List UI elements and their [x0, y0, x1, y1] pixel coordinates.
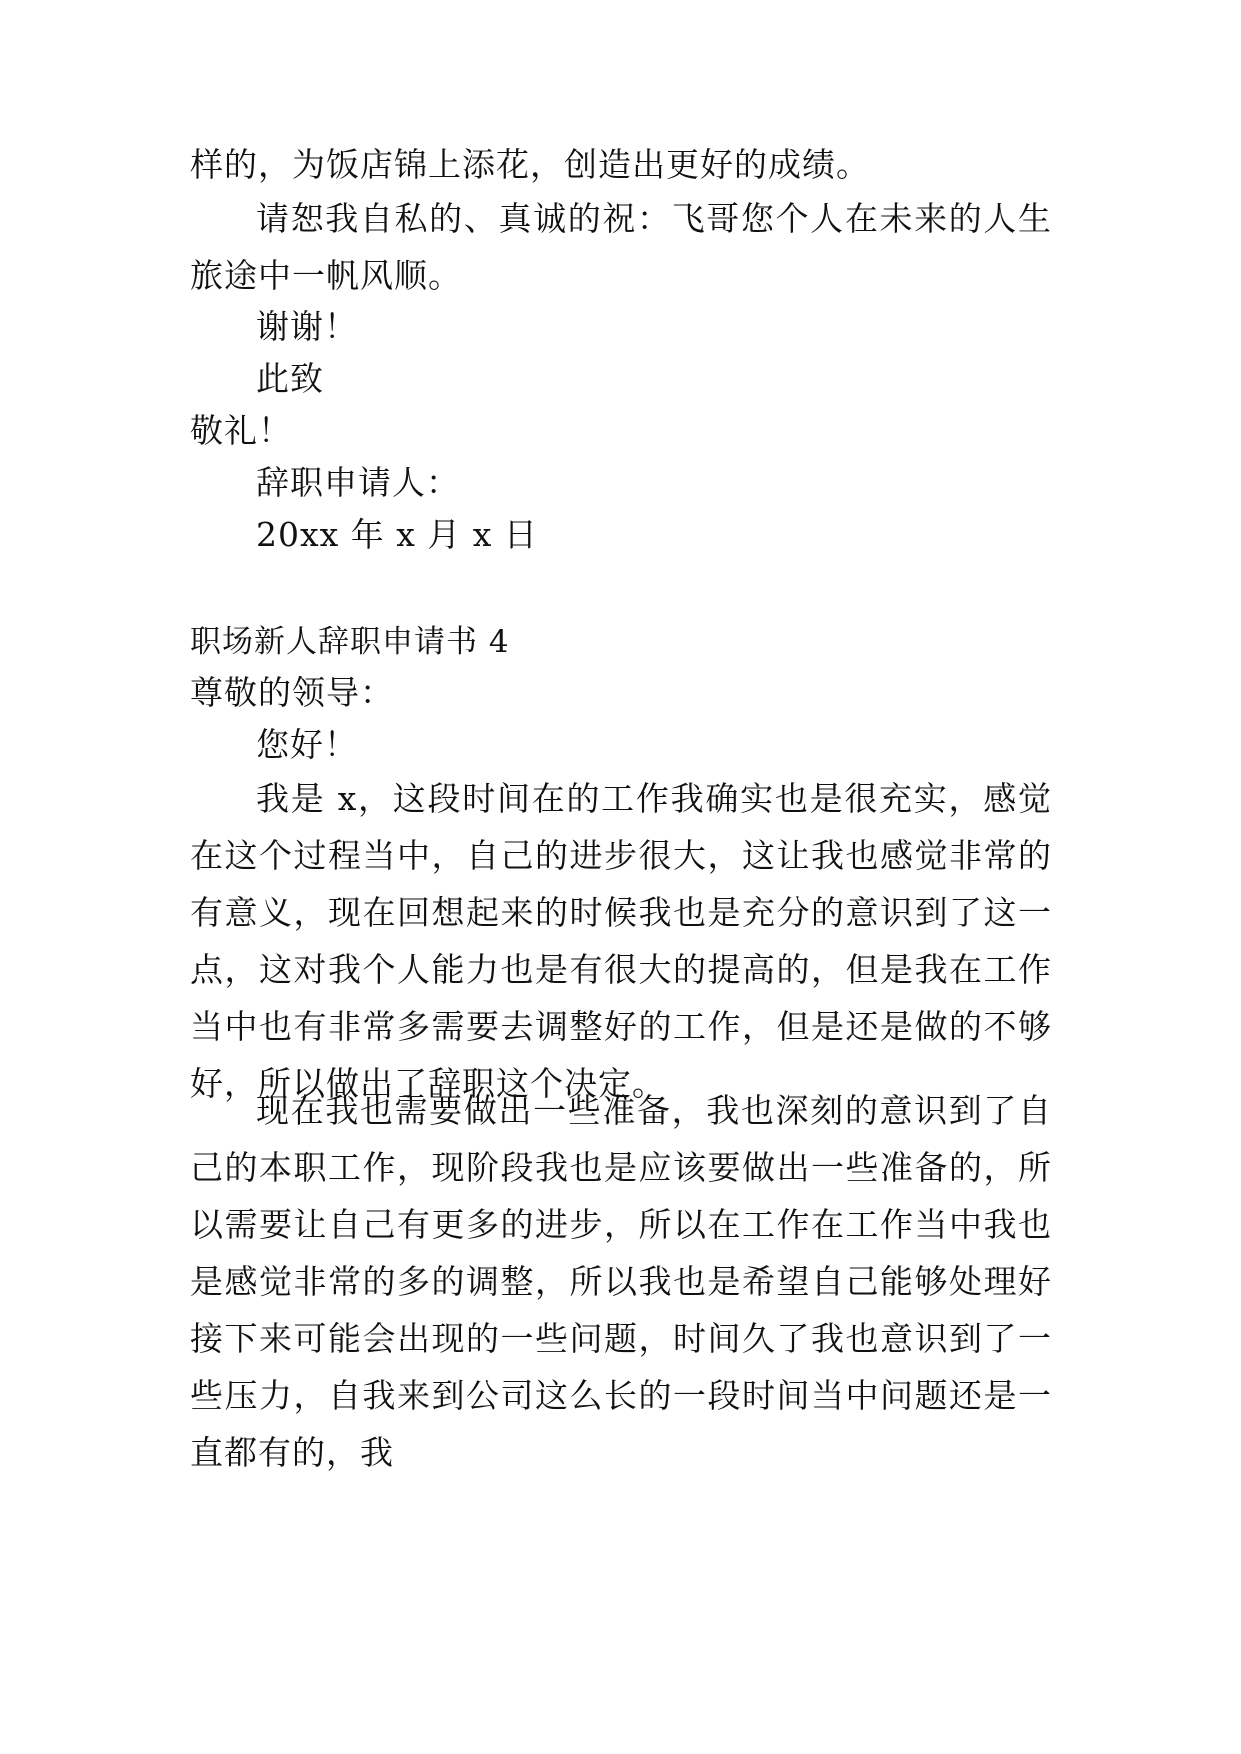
cizhi-line: 此致	[256, 359, 324, 398]
paragraph-wish: 请恕我自私的、真诚的祝：飞哥您个人在未来的人生旅途中一帆风顺。	[190, 199, 1052, 295]
salutation-line: 尊敬的领导：	[190, 673, 394, 712]
body-paragraph-1: 我是 x，这段时间在的工作我确实也是很充实，感觉在这个过程当中，自己的进步很大，这让我也感觉非常的有意义，现在回想起来的时候我也是充分的意识到了这一点，这对我个人能力也是有很大的提高的，但是我在工作当中也有非常多需要去调整好的工作，但是还是做的不够好，所以做出了辞职这个决定。	[190, 779, 1052, 1103]
body-paragraph-2: 现在我也需要做出一些准备，我也深刻的意识到了自己的本职工作，现阶段我也是应该要做出一些准备的，所以需要让自己有更多的进步，所以在工作在工作当中我也是感觉非常的多的调整，所以我也是希望自己能够处理好接下来可能会出现的一些问题，时间久了我也意识到了一些压力，自我来到公司这么长的一段时间当中问题还是一直都有的，我	[190, 1091, 1052, 1472]
jingli-line: 敬礼！	[190, 411, 292, 450]
greeting-line: 您好！	[256, 725, 358, 764]
thanks-line: 谢谢！	[256, 307, 358, 346]
applicant-line: 辞职申请人：	[256, 463, 460, 502]
date-line: 20xx 年 x 月 x 日	[256, 515, 538, 554]
section-title: 职场新人辞职申请书 4	[190, 624, 510, 660]
paragraph-continuation: 样的，为饭店锦上添花，创造出更好的成绩。	[190, 145, 870, 184]
